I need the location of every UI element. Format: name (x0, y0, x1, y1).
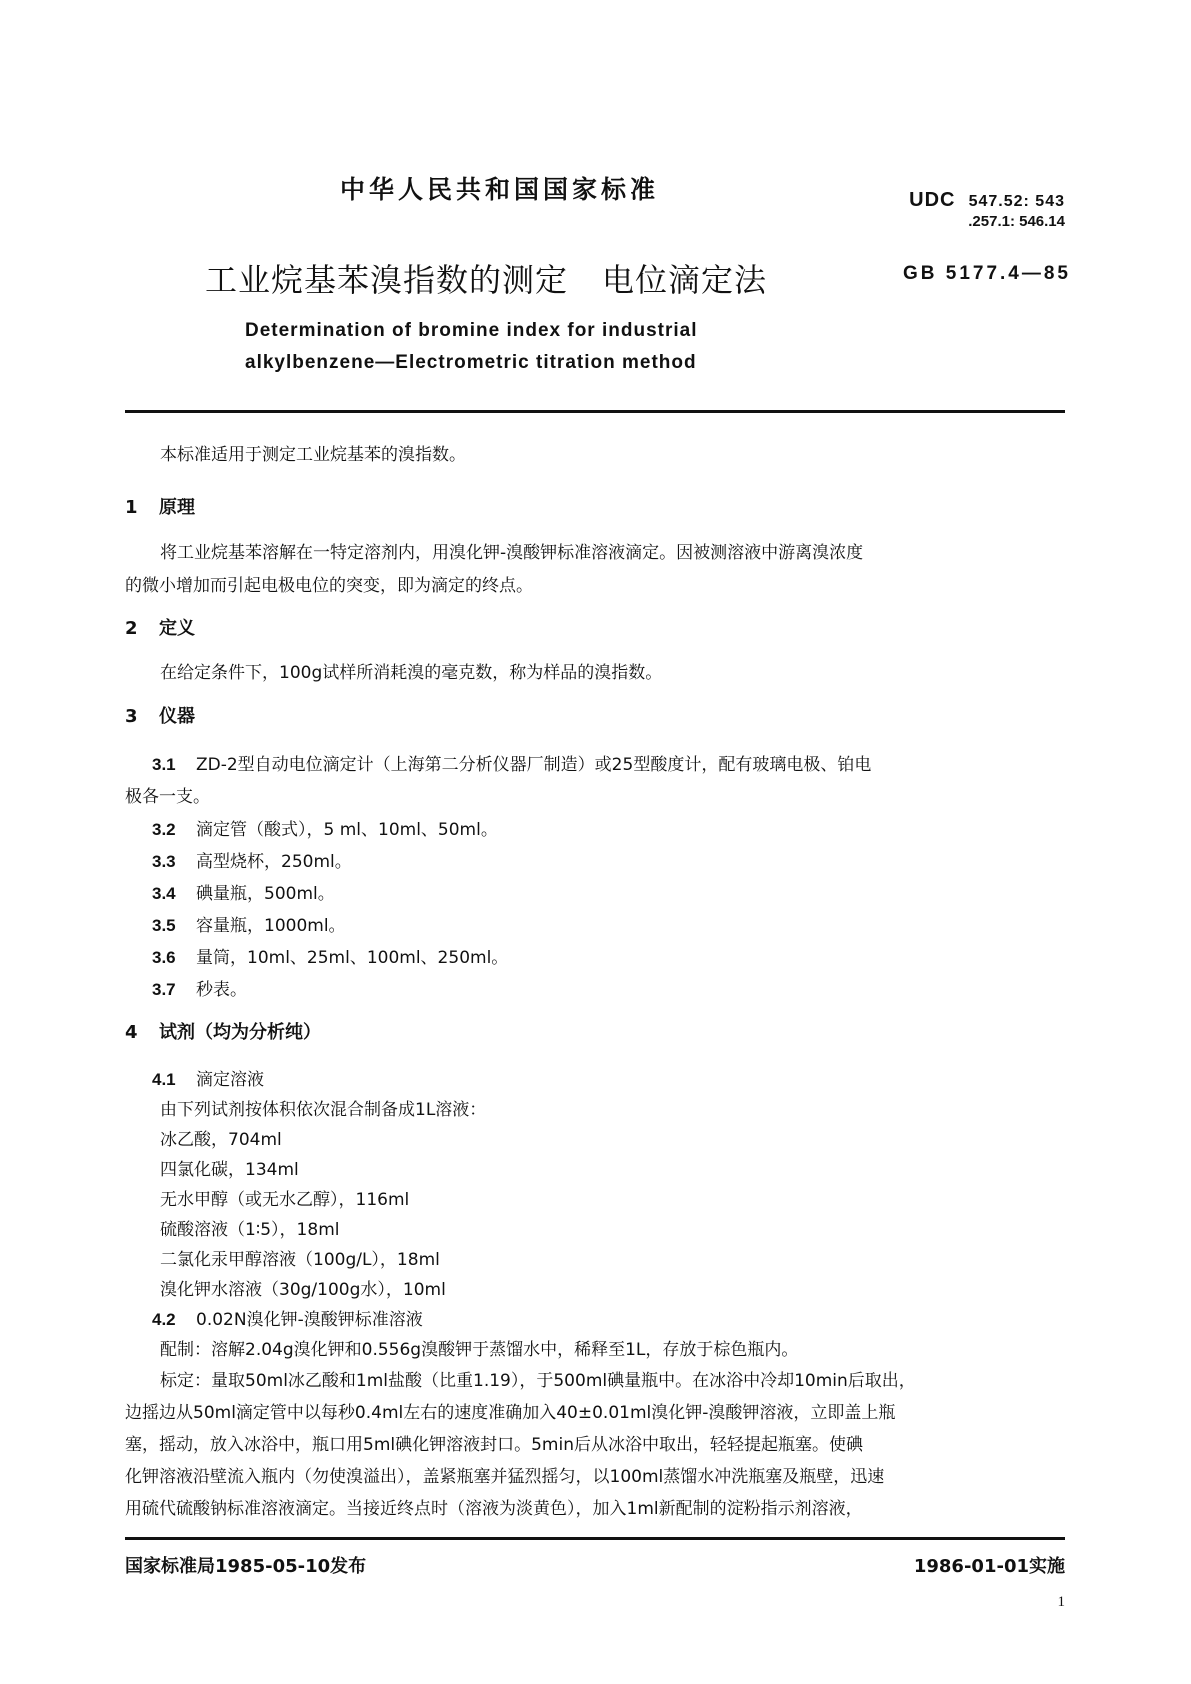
subsection-4-2-number: 4.2 (152, 1310, 176, 1329)
title-cn-part2: 电位滴定法 (602, 261, 768, 299)
section-1-number: 1 (125, 497, 138, 518)
section-2-text: 在给定条件下，100g试样所消耗溴的毫克数，称为样品的溴指数。 (160, 663, 663, 683)
effective-date: 1986-01-01实施 (913, 1556, 1065, 1577)
chinese-title (205, 255, 767, 301)
item-number: 3.4 (152, 884, 176, 903)
title-cn-part1: 工业烷基苯溴指数的测定 (205, 261, 569, 299)
gb-code: GB 5177.4—85 (902, 263, 1071, 284)
standardization-line3: 塞，摇动，放入冰浴中，瓶口用5ml碘化钾溶液封口。5min后从冰浴中取出，轻轻提起瓶塞。使碘 (125, 1435, 863, 1455)
national-standard-heading: 中华人民共和国国家标准 (340, 175, 660, 204)
item-number: 3.5 (152, 916, 176, 935)
item-text: 秒表。 (196, 980, 247, 1000)
standardization-line4: 化钾溶液沿壁流入瓶内（勿使溴溢出），盖紧瓶塞并猛烈摇匀，以100ml蒸馏水冲洗瓶塞及瓶壁，迅速 (125, 1467, 885, 1487)
item-3-6 (152, 943, 508, 968)
section-1-title: 原理 (159, 497, 195, 518)
item-3-5 (152, 911, 346, 936)
section-2-heading (125, 614, 195, 640)
item-3-1-text: ZD-2型自动电位滴定计（上海第二分析仪器厂制造）或25型酸度计，配有玻璃电极、铂电 (196, 755, 872, 775)
udc-line1: 547.52: 543 (968, 193, 1065, 210)
standardization-line1: 标定：量取50ml冰乙酸和1ml盐酸（比重1.19），于500ml碘量瓶中。在冰浴中冷却10min后取出， (160, 1371, 916, 1391)
udc-code (909, 190, 1065, 232)
udc-label: UDC (909, 189, 956, 211)
reagent-list-item: 无水甲醇（或无水乙醇），116ml (160, 1190, 410, 1210)
item-text: 滴定管（酸式），5 ml、10ml、50ml。 (196, 820, 498, 840)
subsection-4-1-intro: 由下列试剂按体积依次混合制备成1L溶液： (160, 1100, 487, 1120)
preparation-paragraph: 配制：溶解2.04g溴化钾和0.556g溴酸钾于蒸馏水中，稀释至1L，存放于棕色瓶内。 (160, 1340, 799, 1360)
item-3-3 (152, 847, 352, 872)
header-divider (125, 410, 1065, 413)
issue-date: 国家标准局1985-05-10发布 (125, 1556, 367, 1577)
item-3-4 (152, 879, 335, 904)
reagent-list-item: 四氯化碳，134ml (160, 1160, 299, 1180)
section-4-number: 4 (125, 1022, 138, 1043)
item-3-1-line1 (152, 750, 871, 775)
section-4-title: 试剂（均为分析纯） (159, 1022, 321, 1043)
english-title (245, 315, 697, 379)
reagent-list-item: 溴化钾水溶液（30g/100g水），10ml (160, 1280, 446, 1300)
item-text: 容量瓶，1000ml。 (196, 916, 346, 936)
item-3-2 (152, 815, 498, 840)
subsection-4-1-title: 滴定溶液 (196, 1070, 264, 1090)
section-3-heading (125, 702, 195, 728)
title-en-line1: Determination of bromine index for industrial (245, 320, 698, 341)
intro-paragraph: 本标准适用于测定工业烷基苯的溴指数。 (160, 445, 466, 465)
item-number: 3.6 (152, 948, 176, 967)
reagent-list-item: 硫酸溶液（1∶5），18ml (160, 1220, 340, 1240)
reagent-list-item: 二氯化汞甲醇溶液（100g/L），18ml (160, 1250, 440, 1270)
title-en-line2: alkylbenzene—Electrometric titration method (245, 352, 697, 373)
item-number: 3.7 (152, 980, 176, 999)
reagent-list-item: 冰乙酸，704ml (160, 1130, 282, 1150)
footer-divider (125, 1537, 1065, 1540)
subsection-4-2-heading (152, 1305, 423, 1330)
item-text: 量筒，10ml、25ml、100ml、250ml。 (196, 948, 509, 968)
subsection-4-1-heading (152, 1065, 264, 1090)
standardization-line2: 边摇边从50ml滴定管中以每秒0.4ml左右的速度准确加入40±0.01ml溴化钾-溴酸钾溶液，立即盖上瓶 (125, 1403, 896, 1423)
section-3-number: 3 (125, 706, 138, 727)
section-3-title: 仪器 (159, 706, 195, 727)
item-3-1-number: 3.1 (152, 755, 176, 774)
section-2-title: 定义 (159, 618, 195, 639)
section-1-line2: 的微小增加而引起电极电位的突变，即为滴定的终点。 (125, 576, 533, 596)
item-number: 3.2 (152, 820, 176, 839)
item-number: 3.3 (152, 852, 176, 871)
standardization-line5: 用硫代硫酸钠标准溶液滴定。当接近终点时（溶液为淡黄色），加入1ml新配制的淀粉指示剂溶液， (125, 1499, 863, 1519)
item-3-1-line2: 极各一支。 (125, 787, 210, 807)
section-1-line1: 将工业烷基苯溶解在一特定溶剂内，用溴化钾-溴酸钾标准溶液滴定。因被测溶液中游离溴浓度 (160, 543, 864, 563)
section-4-heading (125, 1018, 321, 1044)
section-2-number: 2 (125, 618, 138, 639)
subsection-4-2-title: 0.02N溴化钾-溴酸钾标准溶液 (196, 1310, 423, 1330)
item-3-7 (152, 975, 247, 1000)
section-1-heading (125, 493, 195, 519)
page-number: 1 (1057, 1594, 1065, 1610)
item-text: 碘量瓶，500ml。 (196, 884, 335, 904)
udc-line2: .257.1: 546.14 (968, 213, 1065, 230)
item-text: 高型烧杯，250ml。 (196, 852, 352, 872)
subsection-4-1-number: 4.1 (152, 1070, 176, 1089)
